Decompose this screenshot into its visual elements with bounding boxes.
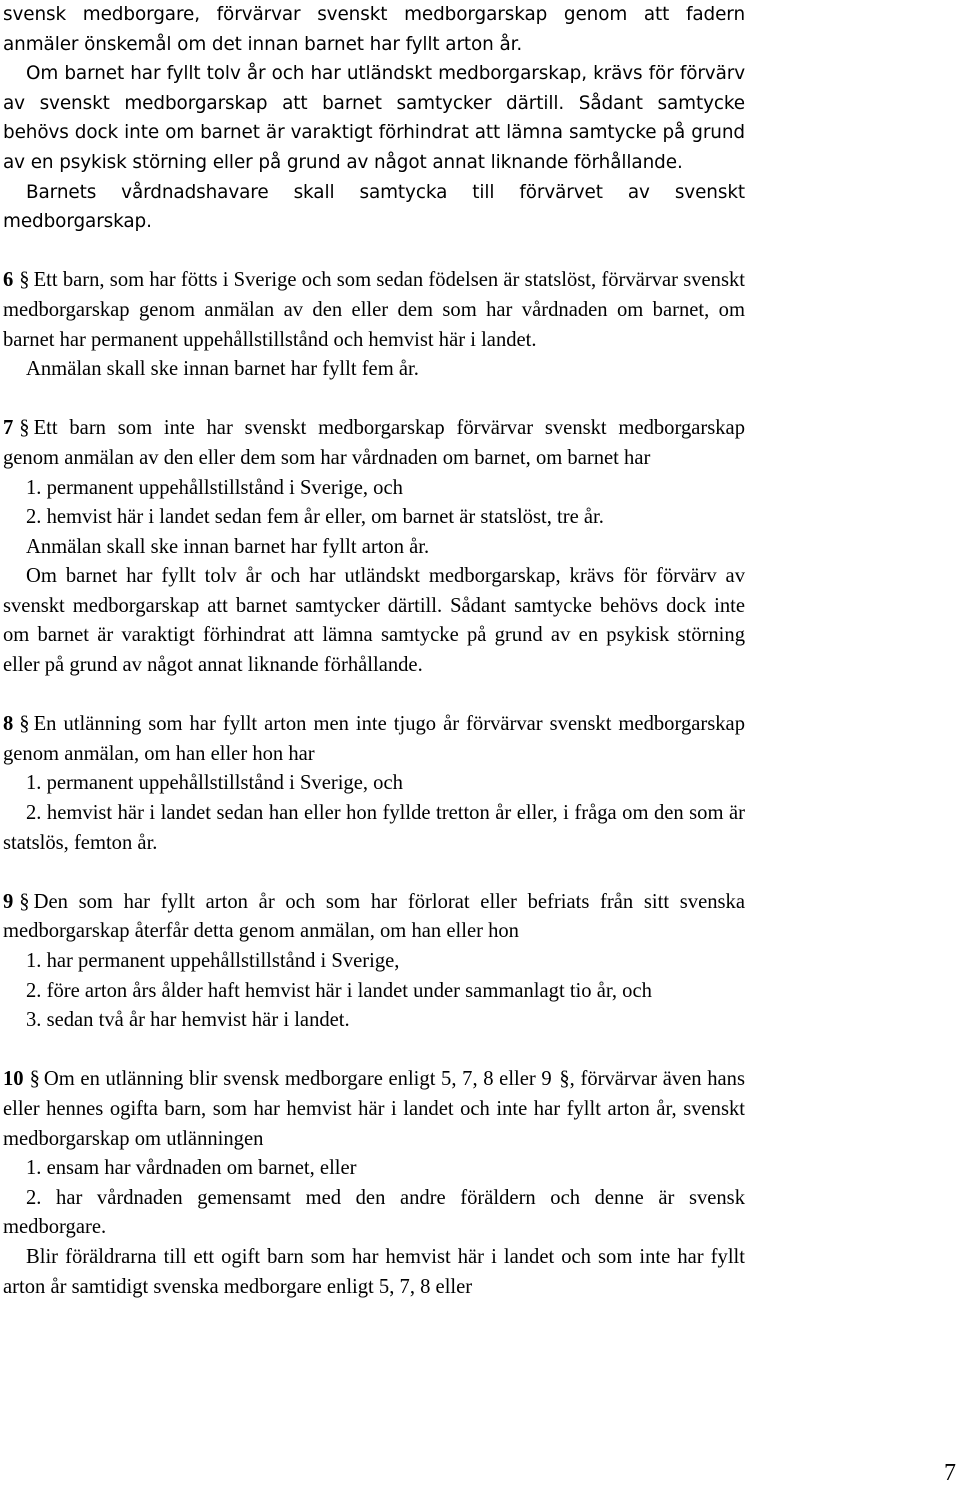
list-item: 1. permanent uppehållstillstånd i Sverige, och	[26, 772, 403, 795]
paragraph: Blir föräldrarna till ett ogift barn som har hemvist här i landet och som inte har fyllt arton år samtidigt svenska medborgare enligt 5, 7, 8 eller	[3, 1245, 745, 1298]
section-sign: §	[19, 713, 30, 736]
section-10-first-paragraph	[3, 1065, 745, 1154]
top-continuation	[3, 0, 745, 237]
section-text: Den som har fyllt arton år och som har förlorat eller befriats från sitt svenska medborgarskap återfår detta genom anmälan, om han eller hon	[3, 890, 745, 943]
section-7-first-paragraph	[3, 414, 745, 473]
paragraph: Om barnet har fyllt tolv år och har utländskt medborgarskap, krävs för förvärv av svenskt medborgarskap att barnet samtycker därtill. Sådant samtycke behövs dock inte om barnet är varaktigt förhindrat att lämna samtycke på grund av en psykisk störning eller på grund av något annat liknande förhållande.	[3, 63, 745, 173]
section-sign-inline: §	[559, 1068, 570, 1091]
list-item: 2. hemvist här i landet sedan fem år eller, om barnet är statslöst, tre år.	[26, 506, 604, 529]
section-number: 10	[3, 1068, 24, 1091]
section-sign: §	[19, 269, 30, 292]
section-number: 7	[3, 417, 14, 440]
section-10	[3, 1065, 745, 1302]
list-item: 1. ensam har vårdnaden om barnet, eller	[26, 1157, 357, 1180]
section-6	[3, 266, 745, 384]
section-text: Om en utlänning blir svensk medborgare enligt 5, 7, 8 eller 9	[43, 1068, 552, 1091]
section-text: Ett barn som inte har svenskt medborgarskap förvärvar svenskt medborgarskap genom anmälan av den eller dem som har vårdnaden om barnet, om barnet har	[3, 417, 745, 469]
section-7	[3, 414, 745, 680]
section-9-first-paragraph	[3, 888, 745, 947]
paragraph: Anmälan skall ske innan barnet har fyllt fem år.	[26, 358, 419, 381]
paragraph: svensk medborgare, förvärvar svenskt medborgarskap genom att fadern anmäler önskemål om det innan barnet har fyllt arton år.	[3, 4, 745, 55]
list-item: 3. sedan två år har hemvist här i landet.	[26, 1009, 350, 1032]
section-number: 9	[3, 890, 14, 913]
list-item: 2. har vårdnaden gemensamt med den andre föräldern och denne är svensk medborgare.	[3, 1186, 745, 1239]
paragraph: Om barnet har fyllt tolv år och har utländskt medborgarskap, krävs för förvärv av svenskt medborgarskap att barnet samtycker därtill. Sådant samtycke behövs dock inte om barnet är varaktigt förhindrat att lämna samtycke på grund av en psykisk störning eller på grund av något annat liknande förhållande.	[3, 565, 745, 677]
list-item: 1. har permanent uppehållstillstånd i Sverige,	[26, 950, 400, 972]
section-text: En utlänning som har fyllt arton men inte tjugo år förvärvar svenskt medborgarskap genom anmälan, om han eller hon har	[3, 713, 745, 765]
section-8	[3, 710, 745, 858]
page-number: 7	[944, 1460, 956, 1486]
section-6-first-paragraph	[3, 266, 745, 355]
section-text: Ett barn, som har fötts i Sverige och som sedan födelsen är statslöst, förvärvar svenskt medborgarskap genom anmälan av den eller dem som har vårdnaden om barnet, om barnet har permanent uppehållstillstånd och hemvist här i landet.	[3, 269, 745, 351]
list-item: 2. hemvist här i landet sedan han eller hon fyllde tretton år eller, i fråga om den som är statslös, femton år.	[3, 802, 745, 854]
section-9	[3, 888, 745, 1036]
section-text: , förvärvar även hans eller hennes ogifta barn, som har hemvist här i landet och inte har fyllt arton år, svenskt medborgarskap om utlänningen	[3, 1068, 745, 1150]
section-number: 8	[3, 713, 14, 736]
section-number: 6	[3, 269, 14, 292]
section-sign: §	[29, 1068, 40, 1091]
paragraph: Barnets vårdnadshavare skall samtycka till förvärvet av svenskt medborgarskap.	[3, 181, 745, 233]
section-sign: §	[19, 417, 30, 440]
section-sign: §	[19, 890, 30, 913]
list-item: 1. permanent uppehållstillstånd i Sverige, och	[26, 476, 403, 499]
section-8-first-paragraph	[3, 710, 745, 769]
paragraph: Anmälan skall ske innan barnet har fyllt arton år.	[26, 535, 430, 558]
document-body	[3, 0, 745, 1302]
list-item: 2. före arton års ålder haft hemvist här i landet under sammanlagt tio år, och	[26, 979, 652, 1002]
